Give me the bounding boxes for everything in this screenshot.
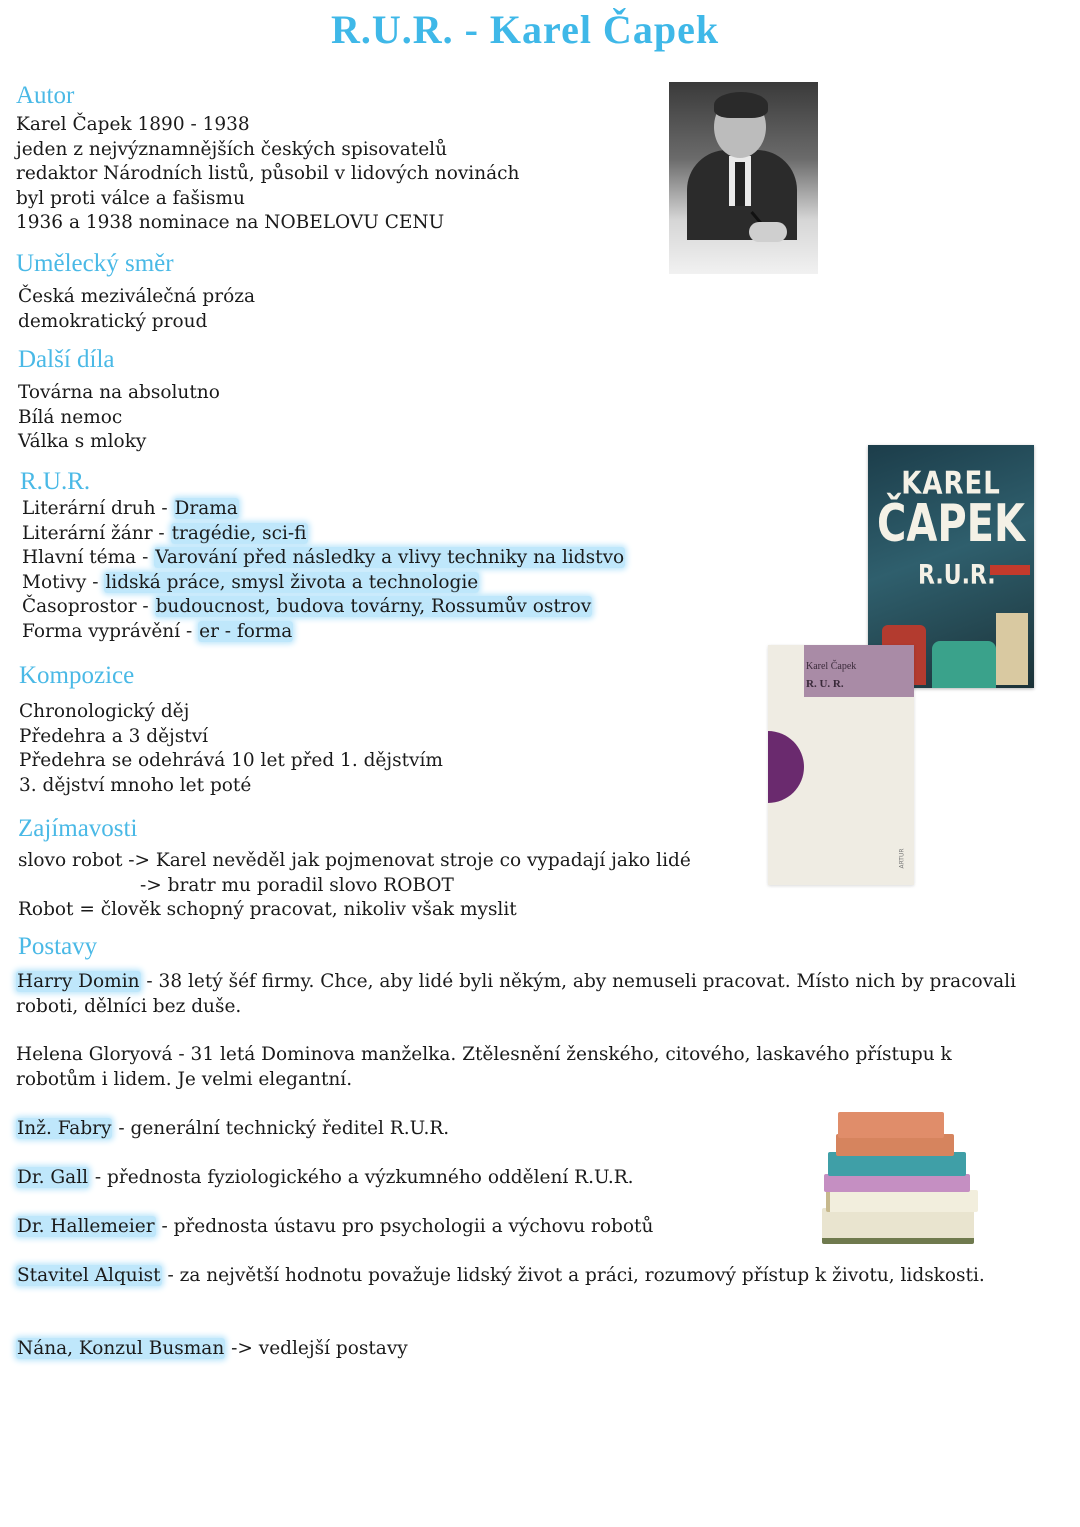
page-title: R.U.R. - Karel Čapek: [330, 7, 720, 52]
character-name: Helena Gloryová: [16, 1044, 173, 1065]
heading-zajimavosti: Zajímavosti: [18, 815, 138, 842]
list-item: -> bratr mu poradil slovo ROBOT: [140, 874, 454, 896]
row-label: Časoprostor -: [22, 596, 155, 618]
list-item: [22, 620, 625, 645]
row-label: Literární žánr -: [22, 522, 171, 544]
list-item: [22, 546, 625, 571]
row-value: budoucnost, budova továrny, Rossumův ostrov: [155, 596, 592, 618]
author-photo: [669, 82, 818, 274]
list-item: Karel Čapek 1890 - 1938: [16, 114, 250, 135]
character-description: - 31 letá Dominova manželka. Ztělesnění ženského, citového, laskavého přístupu k robotům i lidem. Je velmi elegantní.: [16, 1044, 952, 1090]
list-item: Česká meziválečná próza: [18, 286, 256, 307]
list-item: 3. dějství mnoho let poté: [19, 774, 252, 796]
list-item: Předehra se odehrává 10 let před 1. dějstvím: [19, 750, 443, 772]
list-item: [22, 497, 625, 522]
character-entry: [16, 1264, 996, 1289]
character-name: Dr. Hallemeier: [17, 1216, 155, 1237]
list-item: Bílá nemoc: [18, 406, 123, 428]
character-description: - přednosta fyziologického a výzkumného oddělení R.U.R.: [89, 1167, 634, 1188]
character-name: Harry Domin: [17, 971, 140, 992]
book-cover-rur-artur: [768, 645, 914, 885]
list-item: Robot = člověk schopný pracovat, nikoliv však myslit: [18, 899, 517, 921]
character-description: - přednosta ústavu pro psychologii a výchovu robotů: [155, 1216, 654, 1237]
cover-author-first: KAREL: [901, 466, 1001, 502]
list-item: slovo robot -> Karel nevěděl jak pojmenovat stroje co vypadají jako lidé: [18, 850, 691, 871]
character-name: Nána, Konzul Busman: [17, 1338, 225, 1359]
rur-list: [22, 497, 625, 645]
dila-list: [18, 381, 220, 455]
heading-dalsi-dila: Další díla: [18, 346, 115, 373]
character-entry: [16, 1043, 1026, 1092]
heading-postavy: Postavy: [18, 933, 98, 960]
character-description: -> vedlejší postavy: [225, 1338, 408, 1359]
heading-umelecky-smer: Umělecký směr: [16, 250, 174, 277]
row-label: Hlavní téma -: [22, 547, 155, 569]
character-name: Stavitel Alquist: [17, 1265, 161, 1286]
character-name: Inž. Fabry: [17, 1118, 112, 1139]
cover-author: Karel Čapek: [806, 661, 857, 672]
list-item: 1936 a 1938 nominace na NOBELOVU CENU: [16, 212, 445, 234]
books-stack-icon: [820, 1108, 980, 1243]
row-value: Drama: [174, 498, 238, 519]
row-value: er - forma: [199, 620, 293, 642]
cover-title: R. U. R.: [806, 678, 844, 690]
heading-autor: Autor: [16, 82, 75, 109]
list-item: Továrna na absolutno: [18, 382, 220, 403]
kompozice-list: [19, 700, 443, 798]
row-label: Forma vyprávění -: [22, 620, 199, 642]
list-item: jeden z nejvýznamnějších českých spisovatelů: [16, 138, 448, 160]
cover-title: R.U.R.: [918, 560, 996, 591]
zajimavosti-list: [18, 849, 691, 923]
row-label: Literární druh -: [22, 498, 174, 519]
row-value: tragédie, sci-fi: [171, 522, 307, 544]
list-item: demokratický proud: [18, 310, 208, 332]
cover-publisher: ARTUR: [898, 848, 906, 869]
character-description: - 38 letý šéf firmy. Chce, aby lidé byli někým, aby nemuseli pracovat. Místo nich by pracovali roboti, dělníci bez duše.: [16, 971, 1017, 1017]
list-item: redaktor Národních listů, působil v lidových novinách: [16, 163, 520, 185]
row-value: Varování před následky a vlivy techniky na lidstvo: [155, 547, 625, 569]
list-item: byl proti válce a fašismu: [16, 187, 245, 209]
row-value: lidská práce, smysl života a technologie: [105, 571, 479, 593]
heading-kompozice: Kompozice: [19, 662, 135, 689]
character-entry: [16, 970, 1026, 1019]
character-description: - za největší hodnotu považuje lidský život a práci, rozumový přístup k životu, lidskosti.: [161, 1265, 985, 1286]
list-item: Chronologický děj: [19, 701, 190, 722]
cover-author-last: ČAPEK: [877, 494, 1025, 554]
smer-list: [18, 285, 255, 334]
character-entry: [16, 1337, 1026, 1362]
character-name: Dr. Gall: [17, 1167, 89, 1188]
character-description: - generální technický ředitel R.U.R.: [112, 1118, 450, 1139]
autor-list: [16, 113, 519, 236]
heading-rur: R.U.R.: [20, 468, 91, 495]
list-item: [22, 595, 625, 620]
list-item: [22, 571, 625, 596]
list-item: [22, 522, 625, 547]
row-label: Motivy -: [22, 571, 105, 593]
list-item: Válka s mloky: [18, 431, 147, 453]
list-item: Předehra a 3 dějství: [19, 725, 209, 747]
